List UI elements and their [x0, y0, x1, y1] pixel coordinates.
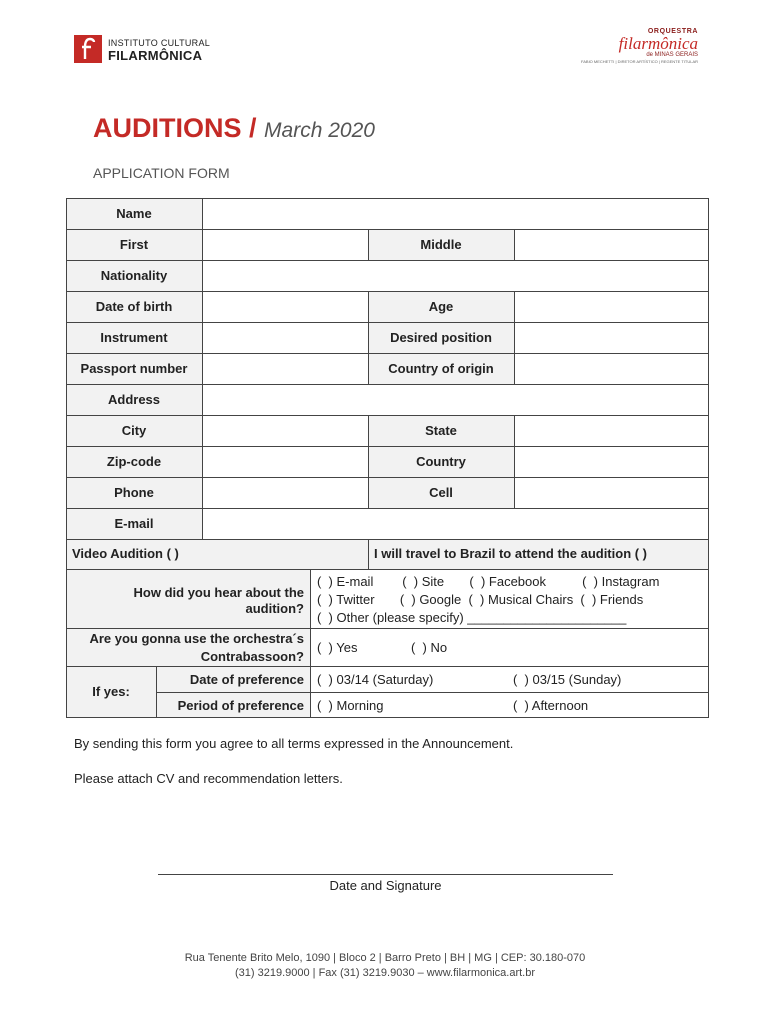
city-field[interactable] [203, 416, 368, 446]
zip-label: Zip-code [106, 454, 162, 469]
hear-options-row2[interactable]: ( ) Twitter ( ) Google ( ) Musical Chairs ( ) Friends [317, 592, 644, 607]
address-label: Address [107, 392, 161, 407]
signature-label: Date and Signature [329, 878, 442, 893]
dob-field[interactable] [203, 292, 368, 322]
state-field[interactable] [515, 416, 708, 446]
contra-question-line2: Contrabassoon? [200, 649, 304, 664]
country-field[interactable] [515, 447, 708, 477]
instrument-label: Instrument [100, 330, 168, 345]
email-field[interactable] [203, 509, 708, 539]
city-label: City [121, 423, 147, 438]
title-slash: / [249, 113, 257, 143]
first-label: First [119, 237, 149, 252]
dob-label: Date of birth [95, 299, 173, 314]
hear-question-line2: audition? [245, 601, 304, 616]
hear-options-row1[interactable]: ( ) E-mail ( ) Site ( ) Facebook ( ) Instagram [317, 574, 660, 589]
period-option-afternoon[interactable]: ( ) Afternoon [513, 698, 589, 713]
period-pref-label: Period of preference [177, 698, 304, 713]
first-name-field[interactable] [203, 230, 368, 260]
travel-checkbox[interactable]: I will travel to Brazil to attend the audition ( ) [374, 546, 648, 561]
title-main: AUDITIONS [93, 113, 242, 143]
hear-options-row3[interactable]: ( ) Other (please specify) ______________________ [317, 610, 627, 625]
logo-right-line2: filarmônica [618, 34, 698, 53]
contra-yes-option[interactable]: ( ) Yes [317, 640, 358, 655]
logo-right-line1: ORQUESTRA [647, 28, 698, 35]
age-field[interactable] [515, 292, 708, 322]
instrument-field[interactable] [203, 323, 368, 353]
country-origin-label: Country of origin [388, 361, 494, 376]
footer-address: Rua Tenente Brito Melo, 1090 | Bloco 2 | Barro Preto | BH | MG | CEP: 30.180-070 [184, 952, 586, 964]
table-line [66, 628, 709, 629]
if-yes-label: If yes: [92, 684, 130, 699]
logo-mark-icon [74, 35, 102, 63]
passport-label: Passport number [80, 361, 188, 376]
date-option-sunday[interactable]: ( ) 03/15 (Sunday) [513, 672, 622, 687]
logo-right-line4: FABIO MECHETTI | DIRETOR ARTÍSTICO | REGENTE TITULAR [581, 59, 698, 64]
table-line [368, 539, 369, 569]
application-form-table [66, 198, 709, 718]
desired-position-label: Desired position [390, 330, 492, 345]
passport-field[interactable] [203, 354, 368, 384]
date-pref-label: Date of preference [189, 672, 304, 687]
age-label: Age [428, 299, 454, 314]
date-option-saturday[interactable]: ( ) 03/14 (Saturday) [317, 672, 434, 687]
zip-field[interactable] [203, 447, 368, 477]
phone-field[interactable] [203, 478, 368, 508]
terms-note: By sending this form you agree to all terms expressed in the Announcement. [74, 736, 514, 751]
signature-line[interactable] [158, 874, 613, 875]
table-line [156, 692, 709, 693]
footer-contact: (31) 3219.9000 | Fax (31) 3219.9030 – www.filarmonica.art.br [234, 967, 536, 979]
middle-label: Middle [420, 237, 462, 252]
country-origin-field[interactable] [515, 354, 708, 384]
table-line [708, 198, 709, 718]
attach-note: Please attach CV and recommendation letters. [74, 771, 343, 786]
nationality-label: Nationality [100, 268, 168, 283]
table-line [66, 717, 709, 718]
middle-name-field[interactable] [515, 230, 708, 260]
name-label: Name [116, 206, 152, 221]
contra-question-line1: Are you gonna use the orchestra´s [89, 631, 304, 646]
table-line [310, 569, 311, 718]
logo-right-line3: de MINAS GERAIS [646, 52, 698, 58]
cell-field[interactable] [515, 478, 708, 508]
table-line [66, 569, 709, 570]
hear-question-line1: How did you hear about the [133, 585, 304, 600]
table-line [66, 666, 709, 667]
address-field[interactable] [203, 385, 708, 415]
cell-label: Cell [429, 485, 453, 500]
name-field[interactable] [203, 199, 708, 229]
table-line [66, 539, 709, 540]
form-title: APPLICATION FORM [93, 165, 230, 181]
logo-left-line2: FILARMÔNICA [108, 48, 203, 63]
country-label: Country [416, 454, 466, 469]
contra-no-option[interactable]: ( ) No [411, 640, 448, 655]
desired-position-field[interactable] [515, 323, 708, 353]
nationality-field[interactable] [203, 261, 708, 291]
email-label: E-mail [114, 516, 154, 531]
period-option-morning[interactable]: ( ) Morning [317, 698, 384, 713]
page-title [93, 113, 375, 144]
title-subtitle: March 2020 [264, 119, 375, 142]
state-label: State [425, 423, 457, 438]
video-audition-checkbox[interactable]: Video Audition ( ) [72, 546, 179, 561]
orquestra-filarmonica-logo [581, 28, 698, 68]
logo-left-line1: INSTITUTO CULTURAL [108, 38, 211, 48]
phone-label: Phone [114, 485, 154, 500]
